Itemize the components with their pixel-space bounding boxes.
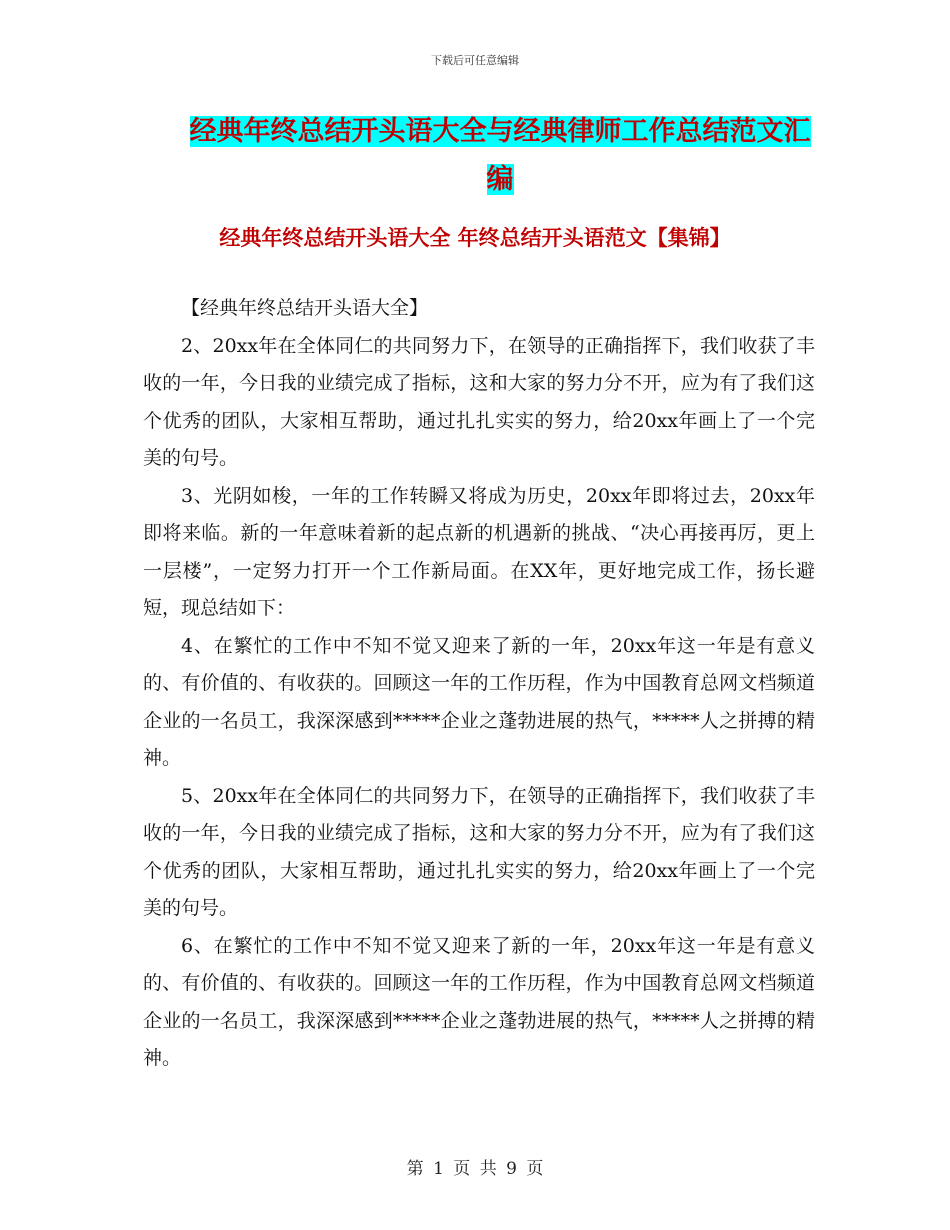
paragraph: 4、在繁忙的工作中不知不觉又迎来了新的一年，20xx年这一年是有意义的、有价值的、有收获的。回顾这一年的工作历程，作为中国教育总网文档频道企业的一名员工，我深深感到*****企业之蓬勃进展的热气，*****人之拼搏的精神。	[143, 634, 815, 769]
section-heading: 经典年终总结开头语大全 年终总结开头语范文【集锦】	[219, 226, 731, 250]
paragraph: 3、光阴如梭，一年的工作转瞬又将成为历史，20xx年即将过去，20xx年即将来临。新的一年意味着新的起点新的机遇新的挑战、“决心再接再厉，更上一层楼”，一定努力打开一个工作新局面。在XX年，更好地完成工作，扬长避短，现总结如下：	[143, 484, 815, 619]
page-number: 第 1 页 共 9 页	[406, 1159, 544, 1179]
document-body	[143, 290, 815, 1078]
paragraph: 6、在繁忙的工作中不知不觉又迎来了新的一年，20xx年这一年是有意义的、有价值的、有收获的。回顾这一年的工作历程，作为中国教育总网文档频道企业的一名员工，我深深感到*****企业之蓬勃进展的热气，*****人之拼搏的精神。	[143, 934, 815, 1069]
header-note: 下载后可任意编辑	[431, 54, 519, 67]
document-title-text: 经典年终总结开头语大全与经典律师工作总结范文汇编	[189, 116, 811, 195]
paragraph: 2、20xx年在全体同仁的共同努力下，在领导的正确指挥下，我们收获了丰收的一年，今日我的业绩完成了指标，这和大家的努力分不开，应为有了我们这个优秀的团队，大家相互帮助，通过扎扎实实的努力，给20xx年画上了一个完美的句号。	[143, 334, 815, 469]
paragraph: 【经典年终总结开头语大全】	[181, 297, 429, 319]
paragraph: 5、20xx年在全体同仁的共同努力下，在领导的正确指挥下，我们收获了丰收的一年，今日我的业绩完成了指标，这和大家的努力分不开，应为有了我们这个优秀的团队，大家相互帮助，通过扎扎实实的努力，给20xx年画上了一个完美的句号。	[143, 784, 815, 919]
document-title	[180, 108, 820, 204]
